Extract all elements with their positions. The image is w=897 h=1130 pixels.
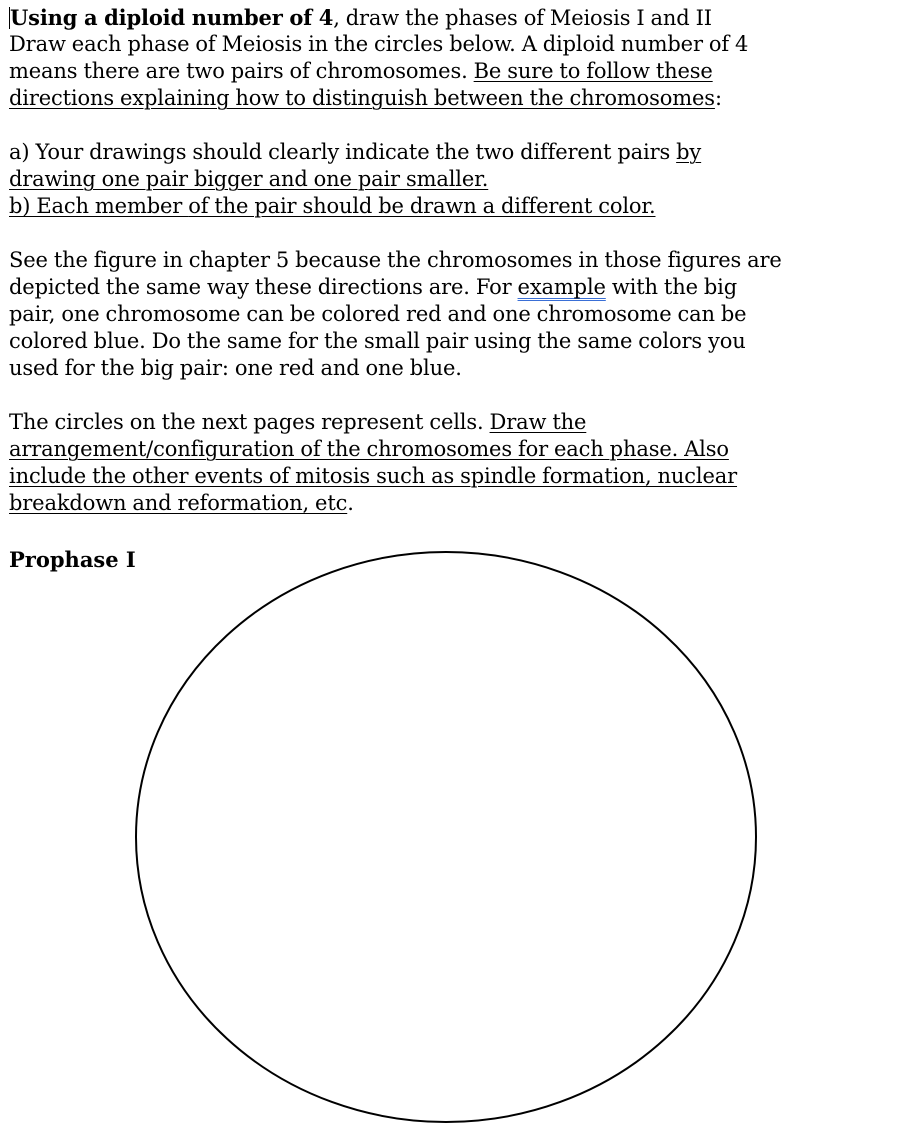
- para3-line-3-underlined: include the other events of mitosis such as spindle formation, nuclear: [9, 464, 738, 488]
- item-a-underlined-2: drawing one pair bigger and one pair smaller.: [9, 167, 489, 191]
- para3-line-2: [9, 436, 889, 463]
- item-b-line: [9, 193, 889, 220]
- intro-line-3-underlined: Be sure to follow these: [473, 59, 713, 83]
- title-bold: Using a diploid number of 4: [10, 5, 334, 30]
- title-rest: , draw the phases of Meiosis I and II: [333, 6, 712, 30]
- item-a-plain: a) Your drawings should clearly indicate the two different pairs: [9, 140, 677, 164]
- title-line: [9, 4, 889, 31]
- intro-line-2: Draw each phase of Meiosis in the circles below. A diploid number of 4: [9, 32, 749, 56]
- para3-line-3: [9, 463, 889, 490]
- intro-line-3-plain: means there are two pairs of chromosomes.: [9, 59, 474, 83]
- para3-line-4-end: .: [347, 491, 354, 515]
- para3-line-1-underlined: Draw the: [489, 410, 587, 434]
- intro-line-4: [9, 85, 889, 112]
- blank-line: [9, 112, 889, 139]
- para2-line-2: [9, 274, 889, 301]
- intro-line-4-end: :: [714, 86, 722, 110]
- para3-line-4: [9, 490, 889, 517]
- phase-heading: Prophase I: [9, 547, 136, 572]
- para3-line-2-underlined: arrangement/configuration of the chromosomes for each phase. Also: [9, 437, 729, 461]
- item-b-part-2: of the pair should be drawn a different color.: [188, 194, 656, 218]
- para2-line-3: pair, one chromosome can be colored red and one chromosome can be: [9, 302, 747, 326]
- blank-line: [9, 382, 889, 409]
- para3-line-1-plain: The circles on the next pages represent cells.: [9, 410, 490, 434]
- item-a-line-2: [9, 166, 889, 193]
- para2-line-1: See the figure in chapter 5 because the chromosomes in those figures are: [9, 248, 782, 272]
- para3-line-1: [9, 409, 889, 436]
- para2-line-5: used for the big pair: one red and one blue.: [9, 356, 462, 380]
- para2-line-2-end: with the big: [605, 275, 738, 299]
- instructions-text: [9, 4, 889, 517]
- para2-line-2-plain: depicted the same way these directions are. For: [9, 275, 518, 299]
- intro-line-4-underlined: directions explaining how to distinguish between the chromosomes: [9, 86, 715, 110]
- para2-line-4: colored blue. Do the same for the small pair using the same colors you: [9, 329, 746, 353]
- blank-line: [9, 220, 889, 247]
- item-a-line-1: [9, 139, 889, 166]
- cell-circle[interactable]: [136, 552, 756, 1122]
- item-b-part-1: b) Each member: [9, 194, 189, 218]
- para2-flagged-word[interactable]: example: [517, 275, 606, 299]
- intro-line-3: [9, 58, 889, 85]
- item-a-underlined-1: by: [676, 140, 702, 164]
- para3-line-4-underlined: breakdown and reformation, etc: [9, 491, 348, 515]
